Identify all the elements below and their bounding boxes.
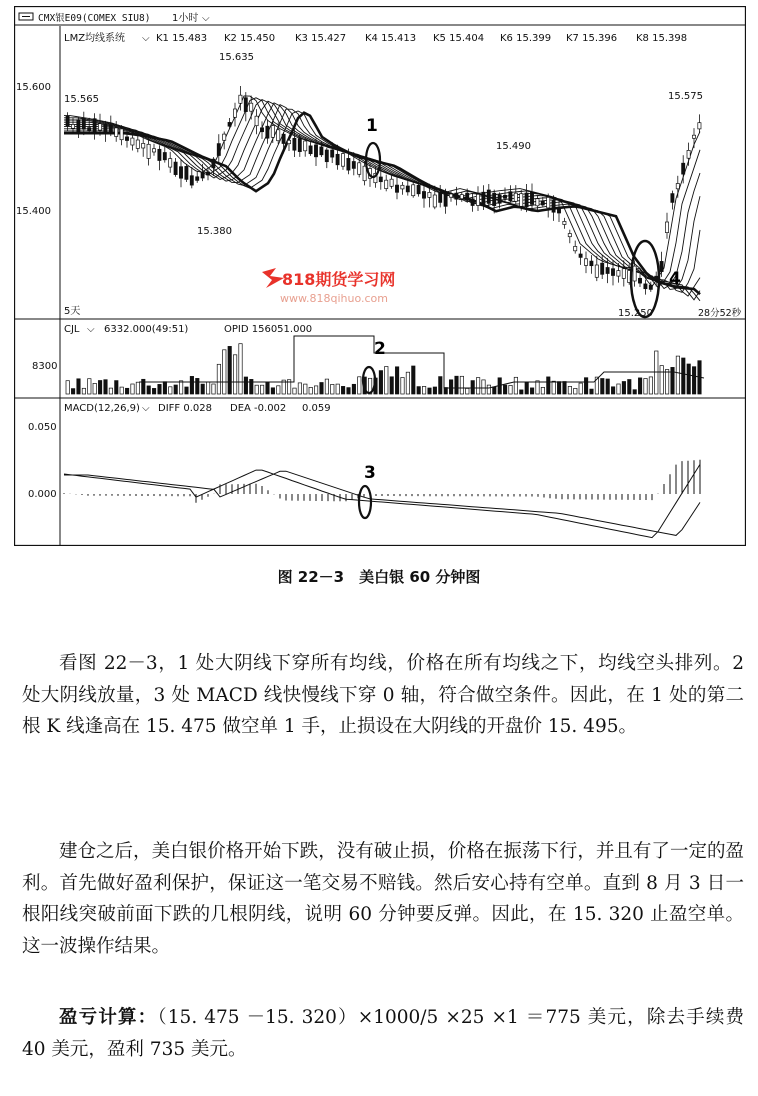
volume-bar [482, 380, 485, 394]
candle-body [385, 180, 388, 188]
candle-body [493, 193, 496, 205]
volume-bar [557, 382, 560, 394]
candle-body [644, 284, 647, 289]
candle-body [71, 124, 74, 128]
candle-body [665, 222, 668, 233]
timeframe-select[interactable]: 1小时 [172, 13, 199, 24]
volume-bar [336, 384, 339, 394]
candle-body [476, 194, 479, 205]
volume-bar [174, 385, 177, 394]
profit-label: 盈亏计算： [59, 1007, 158, 1028]
svg-text:818期货学习网: 818期货学习网 [282, 270, 396, 289]
volume-bar [428, 388, 431, 394]
candle-body [444, 192, 447, 206]
volume-bar [622, 382, 625, 395]
volume-bar [487, 385, 490, 394]
volume-bar [466, 388, 469, 394]
volume-bar [525, 382, 528, 394]
volume-bar [617, 384, 620, 394]
volume-bar [212, 384, 215, 394]
ma-value-5: K5 15.404 [433, 33, 485, 44]
volume-bar [584, 378, 587, 394]
volume-bar [163, 382, 166, 394]
price-tick-15600: 15.600 [16, 82, 51, 93]
volume-bar [687, 364, 690, 394]
volume-bar [385, 367, 388, 395]
volume-bar [552, 381, 555, 394]
volume-bar [206, 382, 209, 394]
volume-bar [347, 388, 350, 394]
candle-body [520, 194, 523, 207]
candle-body [147, 144, 150, 158]
macd-dea: DEA -0.002 [230, 403, 287, 414]
chevron-down-icon[interactable]: ⌵ [87, 324, 95, 335]
volume-bar [628, 380, 631, 395]
volume-bar [201, 384, 204, 394]
candle-body [433, 195, 436, 207]
volume-bar [233, 355, 236, 394]
candle-body [282, 134, 285, 143]
macd-value: 0.059 [302, 403, 331, 414]
candle-body [336, 154, 339, 165]
candle-body [422, 192, 425, 199]
candle-body [142, 143, 145, 148]
candle-body [547, 197, 550, 208]
volume-bar [471, 381, 474, 394]
candle-body [682, 163, 685, 174]
volume-bar [541, 387, 544, 394]
volume-bar [358, 377, 361, 394]
candle-body [557, 208, 560, 213]
open-interest-value: OPID 156051.000 [224, 324, 313, 335]
candle-body [223, 134, 226, 140]
candle-body [206, 172, 209, 175]
silver-60min-chart [14, 6, 746, 546]
candle-body [638, 278, 641, 283]
volume-bar [104, 380, 107, 394]
volume-bar [422, 386, 425, 394]
countdown-label: 28分52秒 [698, 308, 742, 319]
candle-body [471, 199, 474, 206]
candle-body [104, 124, 107, 134]
candle-body [379, 177, 382, 182]
candle-body [530, 192, 533, 205]
candle-body [552, 201, 555, 213]
volume-bar [509, 385, 512, 394]
volume-bar [676, 356, 679, 394]
volume-bar [579, 383, 582, 394]
volume-bar [601, 379, 604, 395]
volume-bar [158, 384, 161, 394]
volume-bar [244, 377, 247, 394]
volume-bar [120, 387, 123, 394]
candle-body [590, 261, 593, 266]
price-label-15380: 15.380 [197, 226, 232, 237]
marker-4: 4 [669, 269, 681, 289]
candle-body [66, 116, 69, 126]
candle-body [563, 221, 566, 224]
candle-body [239, 95, 242, 103]
candle-body [574, 246, 577, 250]
candle-body [655, 276, 658, 280]
candle-body [271, 126, 274, 138]
volume-bar [309, 387, 312, 394]
candle-body [88, 128, 91, 132]
paragraph-2: 建仓之后，美白银价格开始下跌，没有破止损，价格在振荡下行，并且有了一定的盈利。首先做好盈利保护，保证这一笔交易不赔钱。然后安心持有空单。直到 8 月 3 日一根阳线突破前面下跌的几根阴线，说明 60 分钟要反弹。因此，在 15. 320 止盈空单。这一波操作结果。 [22, 841, 744, 957]
candle-body [115, 128, 118, 137]
volume-bar [563, 382, 566, 395]
paragraph-1: 看图 22－3，1 处大阴线下穿所有均线，价格在所有均线之下，均线空头排列。2 处大阴线放量，3 处 MACD 线快慢线下穿 0 轴，符合做空条件。因此，在 1 处的第二根 K 线逢高在 15. 475 做空单 1 手，止损设在大阴线的开盘价 15. 495。 [22, 653, 744, 737]
volume-bar [239, 344, 242, 394]
candle-body [93, 119, 96, 134]
ma-value-2: K2 15.450 [224, 33, 276, 44]
price-label-15565: 15.565 [64, 94, 99, 105]
candle-body [606, 268, 609, 274]
volume-bar [147, 386, 150, 394]
profit-paragraph [22, 1002, 744, 1065]
candle-body [212, 159, 215, 168]
candle-body [649, 285, 652, 289]
chevron-down-icon[interactable]: ⌵ [142, 33, 150, 44]
volume-bar [325, 379, 328, 394]
candle-body [320, 147, 323, 155]
chevron-down-icon[interactable]: ⌵ [142, 403, 150, 414]
candle-body [325, 150, 328, 162]
macd-tick-0050: 0.050 [28, 422, 57, 433]
volume-bar [196, 378, 199, 394]
volume-bar [341, 386, 344, 394]
candle-body [169, 159, 172, 168]
candle-body [536, 199, 539, 206]
volume-bar [77, 379, 80, 394]
volume-bar [417, 387, 420, 394]
candle-body [395, 185, 398, 192]
volume-bar [169, 387, 172, 394]
volume-bar [379, 371, 382, 394]
candle-body [390, 179, 393, 186]
candle-body [498, 195, 501, 203]
candle-body [687, 150, 690, 158]
candle-body [671, 194, 674, 203]
volume-bar [179, 381, 182, 394]
profit-text: （15. 475 －15. 320）×1000/5 ×25 ×1 ＝775 美元，除去手续费 40 美元，盈利 735 美元。 [22, 1007, 744, 1060]
price-label-15490: 15.490 [496, 141, 531, 152]
candle-body [125, 137, 128, 141]
volume-bar [185, 387, 188, 394]
candle-body [417, 185, 420, 194]
candle-body [266, 126, 269, 138]
volume-bar [190, 376, 193, 394]
candle-body [217, 144, 220, 156]
volume-bar [88, 379, 91, 394]
volume-bar [530, 388, 533, 394]
candle-body [455, 193, 458, 199]
svg-text:www.818qihuo.com: www.818qihuo.com [280, 292, 388, 305]
candle-body [503, 195, 506, 198]
price-tick-15400: 15.400 [16, 206, 51, 217]
candle-body [509, 192, 512, 201]
macd-tick-0000: 0.000 [28, 489, 57, 500]
volume-bar [671, 367, 674, 394]
volume-bar [271, 388, 274, 394]
volume-bar [406, 372, 409, 394]
volume-bar [115, 381, 118, 394]
volume-bar [644, 379, 647, 395]
candle-body [228, 122, 231, 126]
volume-bar [611, 387, 614, 394]
volume-bar [136, 382, 139, 394]
volume-bar [460, 376, 463, 394]
volume-bar [314, 386, 317, 394]
candle-body [158, 149, 161, 160]
volume-bar [433, 387, 436, 394]
volume-bar [228, 346, 231, 394]
volume-bar [649, 377, 652, 394]
ma-value-1: K1 15.483 [156, 33, 208, 44]
window-icon[interactable] [19, 13, 33, 20]
volume-bar [331, 384, 334, 394]
volume-bar [536, 381, 539, 394]
candle-body [298, 139, 301, 152]
volume-bar [82, 388, 85, 394]
volume-label: CJL [64, 324, 80, 335]
candle-body [179, 167, 182, 179]
candle-body [190, 176, 193, 185]
candle-body [579, 254, 582, 257]
marker-3: 3 [364, 463, 376, 483]
volume-bar [395, 367, 398, 394]
volume-bar [493, 387, 496, 394]
volume-bar [66, 381, 69, 394]
volume-bar [401, 378, 404, 395]
ma-value-6: K6 15.399 [500, 33, 552, 44]
volume-bar [503, 385, 506, 394]
ma-value-7: K7 15.396 [566, 33, 618, 44]
instrument-title: CMX银E09(COMEX SIU8) [38, 13, 151, 24]
candle-body [660, 261, 663, 271]
candle-body [525, 193, 528, 207]
candle-body [347, 158, 350, 170]
candle-body [260, 128, 263, 132]
candle-body [487, 190, 490, 203]
candle-body [568, 234, 571, 237]
candle-body [352, 162, 355, 169]
candle-body [287, 140, 290, 143]
candle-body [676, 184, 679, 189]
candle-body [250, 103, 253, 111]
volume-bar [412, 366, 415, 394]
volume-bar [568, 386, 571, 394]
macd-diff: DIFF 0.028 [158, 403, 212, 414]
candle-body [244, 98, 247, 112]
candle-body [482, 192, 485, 204]
candle-body [196, 177, 199, 181]
candle-body [460, 195, 463, 199]
volume-bar [449, 380, 452, 394]
period-label: 5天 [64, 306, 81, 317]
candle-body [698, 123, 701, 129]
candle-body [449, 194, 452, 197]
candle-body [428, 192, 431, 197]
figure-caption: 图 22－3 美白银 60 分钟图 [277, 568, 481, 586]
volume-bar [547, 377, 550, 394]
volume-bar [293, 388, 296, 394]
volume-bar [660, 366, 663, 394]
candle-body [174, 162, 177, 175]
candle-body [109, 125, 112, 132]
volume-bar [665, 370, 668, 395]
volume-bar [633, 390, 636, 394]
volume-tick-8300: 8300 [32, 361, 58, 372]
volume-bar [223, 350, 226, 394]
volume-bar [304, 384, 307, 394]
candle-body [233, 109, 236, 117]
candle-body [341, 154, 344, 167]
volume-bar [476, 378, 479, 394]
marker-2: 2 [374, 339, 386, 359]
volume-bar [606, 379, 609, 394]
volume-bar [125, 388, 128, 394]
chevron-down-icon[interactable]: ⌵ [202, 13, 210, 24]
candle-body [363, 166, 366, 181]
volume-bar [390, 377, 393, 394]
candle-body [633, 266, 636, 281]
volume-bar [682, 358, 685, 394]
candle-body [304, 141, 307, 151]
candle-body [514, 193, 517, 201]
candle-body [358, 163, 361, 175]
volume-bar [352, 384, 355, 394]
ma-value-4: K4 15.413 [365, 33, 417, 44]
candle-body [401, 185, 404, 189]
candle-body [131, 138, 134, 145]
volume-bar [320, 383, 323, 395]
candle-body [617, 271, 620, 277]
volume-bar [514, 377, 517, 394]
volume-bar [638, 378, 641, 394]
candle-body [309, 146, 312, 154]
candle-body [136, 140, 139, 148]
volume-bar [255, 385, 258, 394]
candle-body [314, 145, 317, 157]
volume-bar [217, 364, 220, 394]
marker-1: 1 [366, 116, 378, 136]
candle-body [120, 129, 123, 140]
volume-bar [298, 383, 301, 394]
candle-body [611, 269, 614, 276]
candle-body [601, 263, 604, 274]
volume-bar [266, 382, 269, 394]
candle-body [82, 118, 85, 129]
volume-bar [71, 389, 74, 394]
macd-label: MACD(12,26,9) [64, 403, 140, 414]
ma-label: LMZ均线系统 [64, 33, 126, 44]
volume-bar [590, 389, 593, 394]
candle-body [277, 130, 280, 141]
candle-body [692, 135, 695, 138]
candle-body [595, 265, 598, 277]
candle-body [406, 186, 409, 192]
candle-body [201, 172, 204, 178]
ma-value-3: K3 15.427 [295, 33, 347, 44]
price-label-15250: 15.250 [618, 308, 653, 319]
volume-bar [520, 390, 523, 394]
watermark-logo [262, 268, 395, 305]
candle-body [98, 124, 101, 130]
candle-body [466, 193, 469, 200]
ma-value-8: K8 15.398 [636, 33, 688, 44]
candle-body [541, 201, 544, 205]
candle-body [185, 166, 188, 179]
volume-bar [439, 377, 442, 394]
candle-body [152, 149, 155, 152]
volume-bar [131, 384, 134, 394]
candle-body [439, 192, 442, 202]
volume-bar [152, 388, 155, 394]
volume-value: 6332.000(49:51) [104, 324, 189, 335]
price-label-15575: 15.575 [668, 91, 703, 102]
volume-bar [277, 386, 280, 394]
price-label-15635: 15.635 [219, 52, 254, 63]
volume-bar [109, 388, 112, 394]
candle-body [584, 259, 587, 266]
volume-bar [93, 383, 96, 394]
candle-body [331, 150, 334, 157]
volume-bar [260, 385, 263, 394]
candle-body [412, 185, 415, 196]
candle-body [622, 269, 625, 279]
candle-body [77, 120, 80, 132]
volume-bar [455, 376, 458, 394]
candle-body [255, 116, 258, 126]
volume-bar [98, 381, 101, 395]
candle-body [293, 138, 296, 150]
volume-bar [692, 367, 695, 394]
volume-bar [574, 388, 577, 394]
candle-body [163, 153, 166, 160]
